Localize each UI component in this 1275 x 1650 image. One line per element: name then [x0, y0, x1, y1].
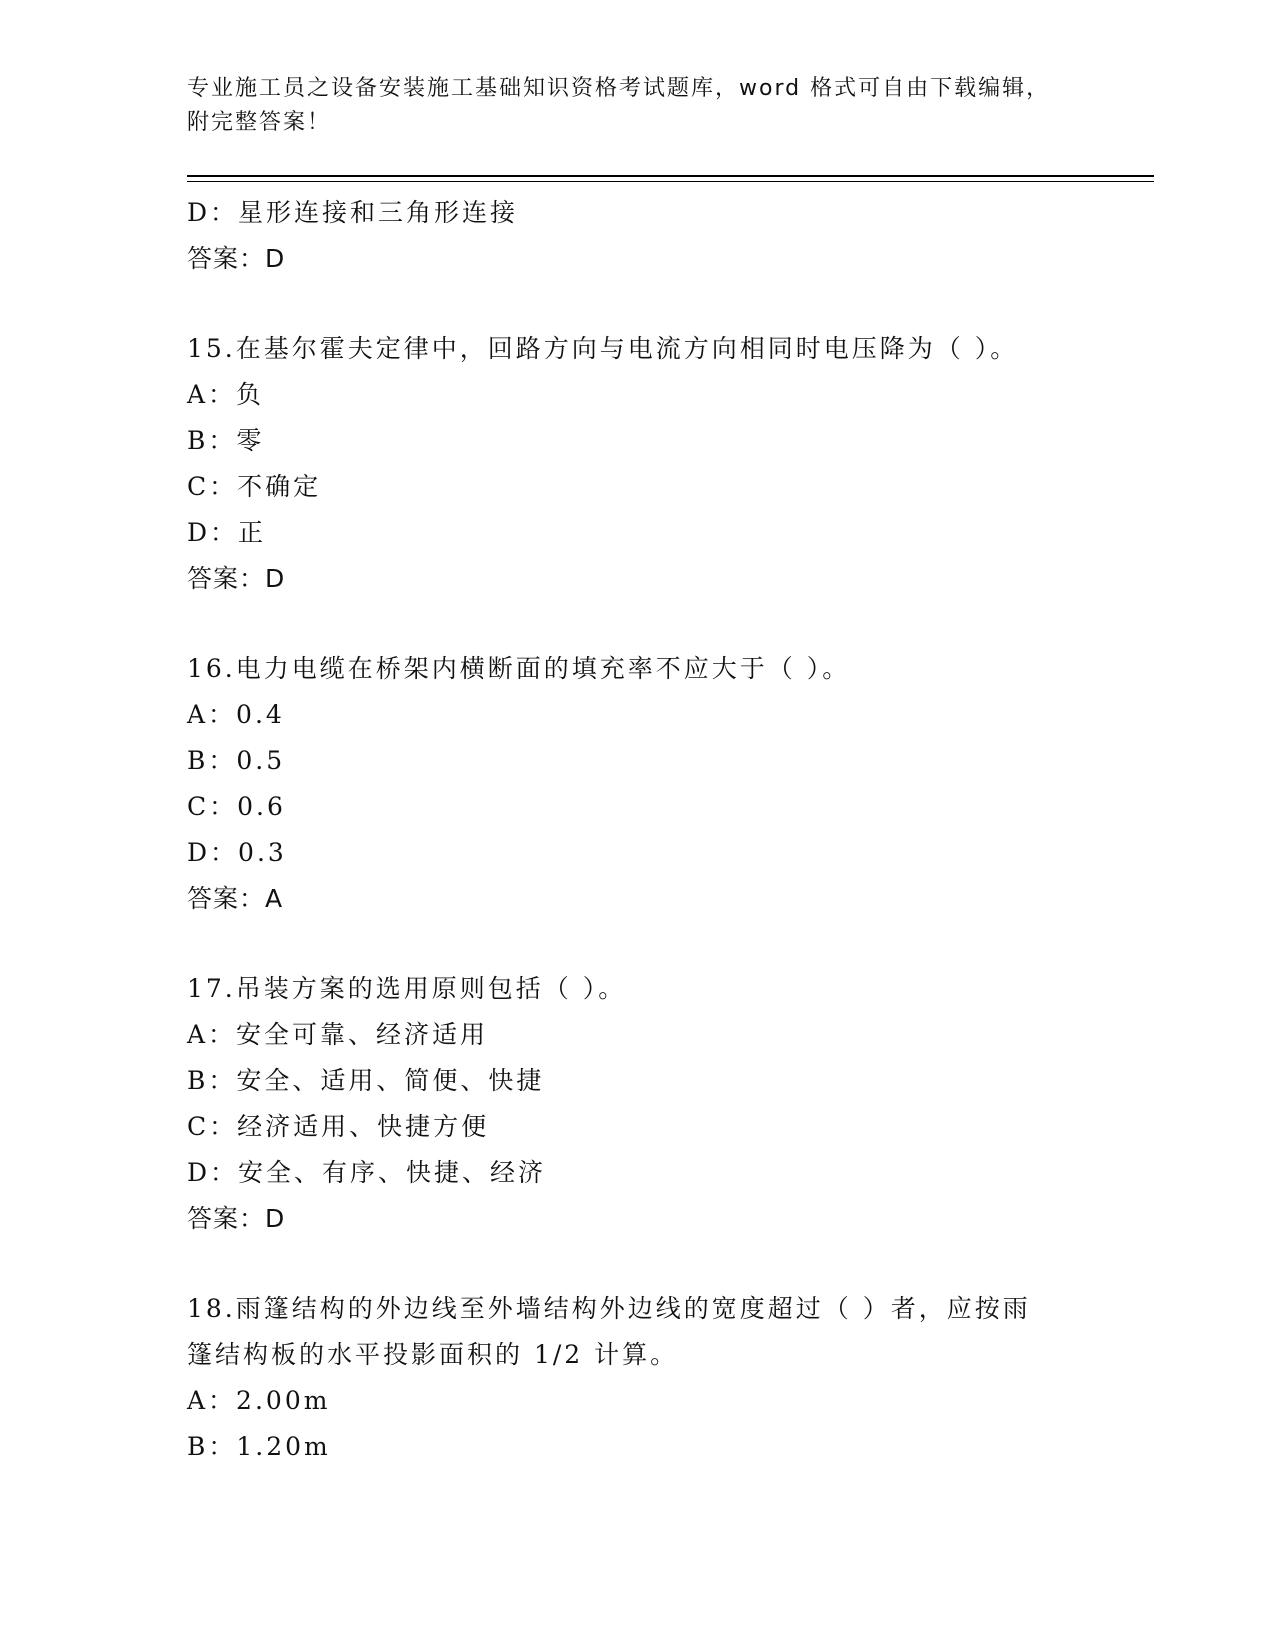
spacer [187, 282, 1087, 326]
answer-line: 答案：A [187, 884, 284, 913]
spacer [187, 1242, 1087, 1286]
answer-line: 答案：D [187, 244, 286, 273]
question-17 [187, 966, 1087, 1242]
header-divider-thin [187, 181, 1154, 182]
question-text-line-1: 18.雨篷结构的外边线至外墙结构外边线的宽度超过（ ）者，应按雨 [187, 1294, 1031, 1323]
question-14 [187, 190, 1087, 282]
option-c: C：经济适用、快捷方便 [187, 1112, 490, 1141]
question-text: 15.在基尔霍夫定律中，回路方向与电流方向相同时电压降为（ ）。 [187, 334, 1019, 363]
question-15 [187, 326, 1087, 602]
option-a: A：安全可靠、经济适用 [187, 1020, 489, 1049]
option-b: B：零 [187, 426, 265, 455]
spacer [187, 922, 1087, 966]
question-text: 16.电力电缆在桥架内横断面的填充率不应大于（ ）。 [187, 654, 851, 683]
document-header [187, 72, 1067, 140]
option-d: D：安全、有序、快捷、经济 [187, 1158, 547, 1187]
answer-line: 答案：D [187, 564, 286, 593]
header-divider-thick [187, 175, 1154, 177]
option-a: A：0.4 [187, 700, 285, 729]
option-d: D：正 [187, 518, 267, 547]
option-c: C：不确定 [187, 472, 322, 501]
option-d: D：星形连接和三角形连接 [187, 198, 519, 227]
answer-line: 答案：D [187, 1204, 286, 1233]
option-b: B：1.20m [187, 1432, 331, 1461]
option-a: A：2.00m [187, 1386, 331, 1415]
option-a: A：负 [187, 380, 265, 409]
spacer [187, 602, 1087, 646]
question-list [187, 190, 1087, 1470]
question-18 [187, 1286, 1087, 1470]
question-text: 17.吊装方案的选用原则包括（ ）。 [187, 974, 627, 1003]
option-b: B：0.5 [187, 746, 286, 775]
header-line-1: 专业施工员之设备安装施工基础知识资格考试题库，word 格式可自由下载编辑， [187, 76, 1051, 101]
header-line-2: 附完整答案！ [187, 110, 332, 135]
option-d: D：0.3 [187, 838, 287, 867]
option-b: B：安全、适用、简便、快捷 [187, 1066, 545, 1095]
option-c: C：0.6 [187, 792, 286, 821]
question-16 [187, 646, 1087, 922]
question-text-line-2: 篷结构板的水平投影面积的 1/2 计算。 [187, 1340, 679, 1369]
